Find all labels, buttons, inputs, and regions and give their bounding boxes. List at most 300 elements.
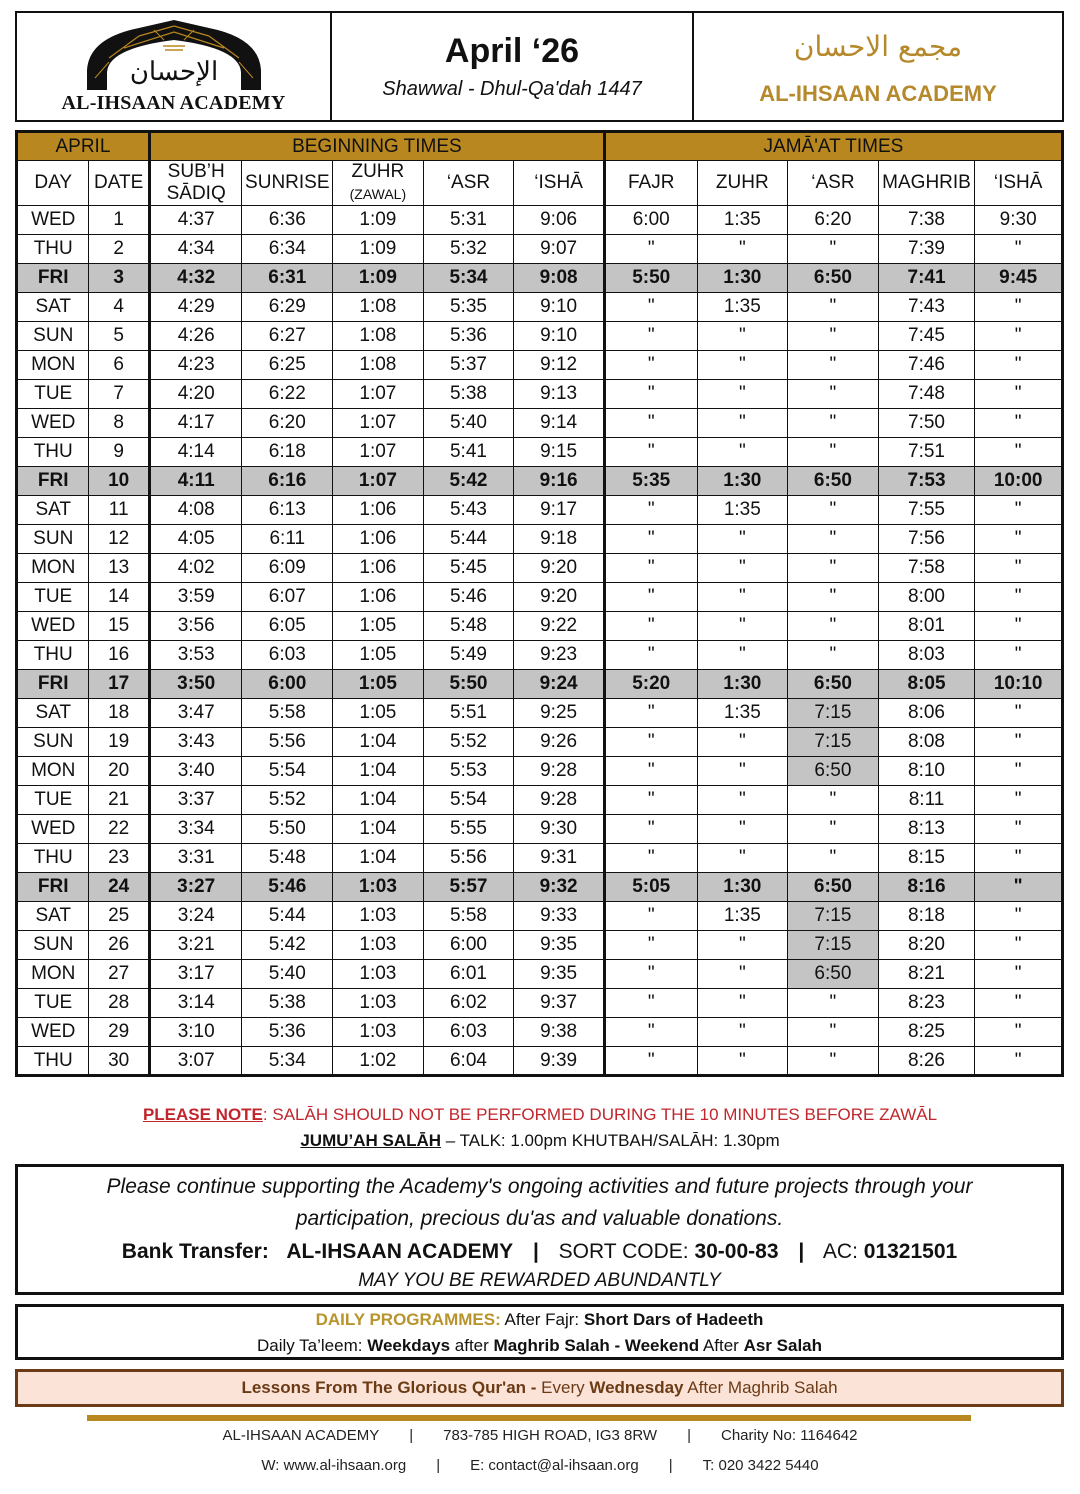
cell-j-maghrib: 7:39 (878, 235, 975, 264)
cell-subh: 3:07 (149, 1047, 242, 1076)
cell-j-fajr: " (604, 902, 697, 931)
cell-j-zuhr: " (697, 438, 788, 467)
cell-day: MON (17, 554, 89, 583)
cell-day: WED (17, 1018, 89, 1047)
cell-asr: 6:02 (423, 989, 514, 1018)
cell-j-fajr: " (604, 612, 697, 641)
cell-asr: 6:01 (423, 960, 514, 989)
cell-j-maghrib: 8:23 (878, 989, 975, 1018)
cell-j-fajr: " (604, 380, 697, 409)
please-note-text: : SALĀH SHOULD NOT BE PERFORMED DURING THE 10 MINUTES BEFORE ZAWĀL (262, 1105, 938, 1124)
table-row (17, 757, 1063, 786)
cell-j-asr: 6:50 (788, 264, 879, 293)
cell-zuhr: 1:03 (333, 960, 424, 989)
cell-j-zuhr: 1:35 (697, 293, 788, 322)
cell-j-fajr: 5:50 (604, 264, 697, 293)
jumuah-note (0, 1131, 1080, 1151)
cell-j-isha: " (975, 525, 1063, 554)
cell-isha: 9:06 (514, 206, 605, 235)
cell-j-isha: " (975, 815, 1063, 844)
cell-j-asr: 6:50 (788, 757, 879, 786)
donation-box (15, 1164, 1064, 1295)
cell-j-fajr: " (604, 525, 697, 554)
cell-j-isha: " (975, 757, 1063, 786)
cell-isha: 9:30 (514, 815, 605, 844)
cell-j-maghrib: 7:56 (878, 525, 975, 554)
cell-zuhr: 1:06 (333, 525, 424, 554)
cell-asr: 5:46 (423, 583, 514, 612)
timetable-body (17, 206, 1063, 1076)
cell-zuhr: 1:08 (333, 322, 424, 351)
cell-sunrise: 5:42 (242, 931, 333, 960)
cell-day: MON (17, 960, 89, 989)
cell-subh: 3:31 (149, 844, 242, 873)
cell-zuhr: 1:09 (333, 264, 424, 293)
cell-j-fajr: " (604, 554, 697, 583)
cell-isha: 9:28 (514, 786, 605, 815)
cell-j-fajr: " (604, 438, 697, 467)
table-row (17, 815, 1063, 844)
bank-details: Bank Transfer: AL-IHSAAN ACADEMY | SORT CODE: 30-00-83 | AC: 01321501 (121, 1240, 958, 1263)
bank-transfer-label: Bank Transfer: (121, 1240, 269, 1263)
cell-asr: 5:34 (423, 264, 514, 293)
cell-j-maghrib: 7:58 (878, 554, 975, 583)
brand-name: AL-IHSAAN ACADEMY (759, 80, 997, 106)
cell-j-zuhr: 1:35 (697, 206, 788, 235)
cell-j-zuhr: " (697, 380, 788, 409)
cell-j-asr: " (788, 612, 879, 641)
cell-asr: 6:04 (423, 1047, 514, 1076)
cell-j-fajr: 6:00 (604, 206, 697, 235)
cell-zuhr: 1:09 (333, 235, 424, 264)
cell-isha: 9:12 (514, 351, 605, 380)
prayer-timetable (15, 130, 1064, 1077)
footer-email-link[interactable]: E: contact@al-ihsaan.org (470, 1457, 639, 1474)
cell-date: 21 (89, 786, 149, 815)
cell-asr: 6:00 (423, 931, 514, 960)
cell-j-fajr: " (604, 293, 697, 322)
cell-j-isha: " (975, 612, 1063, 641)
cell-j-isha: " (975, 699, 1063, 728)
beginning-times-header: BEGINNING TIMES (149, 132, 604, 161)
table-row (17, 902, 1063, 931)
cell-j-zuhr: " (697, 931, 788, 960)
cell-asr: 5:56 (423, 844, 514, 873)
cell-isha: 9:23 (514, 641, 605, 670)
cell-j-maghrib: 8:08 (878, 728, 975, 757)
cell-day: FRI (17, 873, 89, 902)
cell-asr: 5:37 (423, 351, 514, 380)
cell-j-asr: 7:15 (788, 931, 879, 960)
col-jamaat-asr: ‘ASR (788, 161, 879, 206)
cell-sunrise: 5:58 (242, 699, 333, 728)
cell-j-isha: " (975, 641, 1063, 670)
arabic-name: مجمع الاحسان (793, 29, 963, 63)
cell-j-asr: 6:50 (788, 670, 879, 699)
cell-j-asr: " (788, 235, 879, 264)
cell-j-maghrib: 7:50 (878, 409, 975, 438)
jamaat-times-header: JAMĀ'AT TIMES (604, 132, 1062, 161)
cell-j-isha: " (975, 728, 1063, 757)
cell-isha: 9:17 (514, 496, 605, 525)
cell-date: 20 (89, 757, 149, 786)
logo-text: AL-IHSAAN ACADEMY (61, 92, 286, 114)
cell-j-asr: " (788, 786, 879, 815)
cell-subh: 4:26 (149, 322, 242, 351)
cell-zuhr: 1:03 (333, 931, 424, 960)
cell-asr: 5:42 (423, 467, 514, 496)
cell-sunrise: 6:16 (242, 467, 333, 496)
cell-day: SUN (17, 322, 89, 351)
cell-day: TUE (17, 786, 89, 815)
footer-org: AL-IHSAAN ACADEMY (222, 1427, 380, 1444)
cell-j-isha: " (975, 438, 1063, 467)
cell-date: 8 (89, 409, 149, 438)
cell-j-asr: " (788, 438, 879, 467)
cell-sunrise: 5:48 (242, 844, 333, 873)
cell-j-maghrib: 8:15 (878, 844, 975, 873)
cell-isha: 9:39 (514, 1047, 605, 1076)
cell-isha: 9:20 (514, 583, 605, 612)
cell-j-maghrib: 7:55 (878, 496, 975, 525)
cell-subh: 4:37 (149, 206, 242, 235)
cell-j-zuhr: " (697, 1018, 788, 1047)
cell-j-fajr: " (604, 699, 697, 728)
cell-j-fajr: " (604, 1047, 697, 1076)
cell-j-asr: " (788, 322, 879, 351)
cell-sunrise: 6:03 (242, 641, 333, 670)
cell-isha: 9:38 (514, 1018, 605, 1047)
cell-j-isha: 9:45 (975, 264, 1063, 293)
cell-sunrise: 5:38 (242, 989, 333, 1018)
cell-zuhr: 1:03 (333, 873, 424, 902)
cell-day: SUN (17, 728, 89, 757)
cell-day: MON (17, 351, 89, 380)
cell-j-zuhr: " (697, 844, 788, 873)
cell-zuhr: 1:03 (333, 902, 424, 931)
cell-sunrise: 6:31 (242, 264, 333, 293)
table-row (17, 844, 1063, 873)
cell-j-isha: " (975, 1047, 1063, 1076)
sort-code-label: SORT CODE: (558, 1240, 695, 1263)
cell-date: 25 (89, 902, 149, 931)
cell-j-zuhr: " (697, 641, 788, 670)
cell-date: 1 (89, 206, 149, 235)
cell-j-asr: 6:50 (788, 960, 879, 989)
cell-subh: 3:50 (149, 670, 242, 699)
cell-j-asr: " (788, 525, 879, 554)
cell-date: 28 (89, 989, 149, 1018)
table-row (17, 206, 1063, 235)
table-row (17, 554, 1063, 583)
cell-j-asr: " (788, 380, 879, 409)
table-row (17, 525, 1063, 554)
cell-sunrise: 5:36 (242, 1018, 333, 1047)
cell-zuhr: 1:06 (333, 583, 424, 612)
cell-date: 12 (89, 525, 149, 554)
cell-j-isha: " (975, 380, 1063, 409)
cell-j-fajr: " (604, 757, 697, 786)
cell-zuhr: 1:08 (333, 293, 424, 322)
cell-j-zuhr: 1:30 (697, 670, 788, 699)
cell-j-maghrib: 7:38 (878, 206, 975, 235)
cell-j-zuhr: " (697, 960, 788, 989)
cell-j-isha: " (975, 351, 1063, 380)
cell-zuhr: 1:04 (333, 815, 424, 844)
cell-j-maghrib: 7:48 (878, 380, 975, 409)
table-row (17, 641, 1063, 670)
cell-day: THU (17, 1047, 89, 1076)
cell-sunrise: 6:20 (242, 409, 333, 438)
col-sunrise: SUNRISE (242, 161, 333, 206)
col-jamaat-fajr: FAJR (604, 161, 697, 206)
table-row (17, 670, 1063, 699)
cell-j-isha: " (975, 322, 1063, 351)
cell-subh: 3:24 (149, 902, 242, 931)
cell-j-asr: " (788, 989, 879, 1018)
footer-phone: T: 020 3422 5440 (702, 1457, 819, 1474)
table-row (17, 438, 1063, 467)
cell-j-maghrib: 8:21 (878, 960, 975, 989)
table-row (17, 409, 1063, 438)
cell-asr: 5:53 (423, 757, 514, 786)
cell-day: SAT (17, 902, 89, 931)
cell-day: WED (17, 815, 89, 844)
footer-divider (87, 1415, 971, 1421)
cell-isha: 9:20 (514, 554, 605, 583)
daily-programmes-label: DAILY PROGRAMMES: (315, 1310, 501, 1329)
cell-j-zuhr: 1:30 (697, 467, 788, 496)
cell-subh: 4:29 (149, 293, 242, 322)
cell-j-zuhr: " (697, 351, 788, 380)
cell-day: SUN (17, 525, 89, 554)
table-row (17, 931, 1063, 960)
cell-subh: 3:40 (149, 757, 242, 786)
cell-asr: 5:52 (423, 728, 514, 757)
reward-message: MAY YOU BE REWARDED ABUNDANTLY (358, 1270, 721, 1291)
cell-isha: 9:26 (514, 728, 605, 757)
cell-j-isha: " (975, 496, 1063, 525)
cell-subh: 3:47 (149, 699, 242, 728)
cell-j-maghrib: 8:11 (878, 786, 975, 815)
cell-day: TUE (17, 989, 89, 1018)
sort-code: 30-00-83 (694, 1240, 779, 1263)
table-row (17, 612, 1063, 641)
cell-j-fajr: " (604, 583, 697, 612)
cell-j-fajr: " (604, 728, 697, 757)
column-header-row (17, 161, 1063, 206)
page-header (15, 11, 1064, 122)
cell-zuhr: 1:05 (333, 699, 424, 728)
cell-sunrise: 6:09 (242, 554, 333, 583)
cell-isha: 9:22 (514, 612, 605, 641)
cell-day: SAT (17, 496, 89, 525)
cell-date: 5 (89, 322, 149, 351)
cell-j-fajr: 5:35 (604, 467, 697, 496)
cell-asr: 5:50 (423, 670, 514, 699)
cell-sunrise: 6:07 (242, 583, 333, 612)
cell-j-maghrib: 7:41 (878, 264, 975, 293)
cell-asr: 5:49 (423, 641, 514, 670)
cell-date: 11 (89, 496, 149, 525)
brand-block (694, 13, 1062, 120)
cell-j-isha: 10:10 (975, 670, 1063, 699)
cell-sunrise: 6:36 (242, 206, 333, 235)
cell-date: 24 (89, 873, 149, 902)
cell-j-isha: " (975, 902, 1063, 931)
account-label: AC: (822, 1240, 864, 1263)
cell-j-asr: " (788, 641, 879, 670)
cell-j-maghrib: 8:01 (878, 612, 975, 641)
cell-j-isha: " (975, 931, 1063, 960)
cell-subh: 4:14 (149, 438, 242, 467)
jumuah-label: JUMU’AH SALĀH (300, 1131, 442, 1150)
cell-asr: 5:51 (423, 699, 514, 728)
cell-j-zuhr: " (697, 728, 788, 757)
cell-j-asr: " (788, 815, 879, 844)
cell-sunrise: 5:56 (242, 728, 333, 757)
cell-date: 30 (89, 1047, 149, 1076)
table-row (17, 264, 1063, 293)
cell-zuhr: 1:05 (333, 641, 424, 670)
cell-j-maghrib: 8:26 (878, 1047, 975, 1076)
month-header: APRIL (17, 132, 150, 161)
cell-j-isha: " (975, 844, 1063, 873)
cell-sunrise: 6:22 (242, 380, 333, 409)
cell-date: 26 (89, 931, 149, 960)
cell-asr: 5:32 (423, 235, 514, 264)
cell-j-fajr: " (604, 322, 697, 351)
cell-j-isha: " (975, 960, 1063, 989)
cell-asr: 5:36 (423, 322, 514, 351)
cell-isha: 9:18 (514, 525, 605, 554)
footer-website-link[interactable]: W: www.al-ihsaan.org (261, 1457, 407, 1474)
cell-date: 13 (89, 554, 149, 583)
cell-j-fajr: " (604, 235, 697, 264)
cell-subh: 3:43 (149, 728, 242, 757)
cell-subh: 3:59 (149, 583, 242, 612)
cell-j-maghrib: 8:03 (878, 641, 975, 670)
cell-zuhr: 1:09 (333, 206, 424, 235)
cell-j-zuhr: " (697, 554, 788, 583)
table-row (17, 989, 1063, 1018)
cell-j-isha: " (975, 873, 1063, 902)
cell-subh: 4:23 (149, 351, 242, 380)
svg-text:الإحسان: الإحسان (129, 57, 218, 87)
cell-subh: 4:08 (149, 496, 242, 525)
table-row (17, 293, 1063, 322)
cell-j-asr: " (788, 554, 879, 583)
table-row (17, 786, 1063, 815)
footer-charity: Charity No: 1164642 (721, 1427, 858, 1444)
cell-j-isha: 9:30 (975, 206, 1063, 235)
title-block (332, 13, 694, 120)
cell-isha: 9:35 (514, 931, 605, 960)
cell-j-maghrib: 7:51 (878, 438, 975, 467)
table-row (17, 322, 1063, 351)
table-row (17, 583, 1063, 612)
cell-asr: 5:38 (423, 380, 514, 409)
cell-subh: 4:34 (149, 235, 242, 264)
cell-isha: 9:16 (514, 467, 605, 496)
account-number: 01321501 (863, 1240, 958, 1263)
cell-j-asr: " (788, 1047, 879, 1076)
cell-j-zuhr: " (697, 786, 788, 815)
page-title: April ‘26 (444, 32, 580, 70)
cell-zuhr: 1:06 (333, 554, 424, 583)
cell-asr: 5:31 (423, 206, 514, 235)
cell-j-isha: " (975, 583, 1063, 612)
cell-j-zuhr: " (697, 525, 788, 554)
col-isha: ‘ISHĀ (514, 161, 605, 206)
cell-sunrise: 5:40 (242, 960, 333, 989)
cell-j-fajr: " (604, 815, 697, 844)
cell-j-asr: 6:20 (788, 206, 879, 235)
cell-sunrise: 6:13 (242, 496, 333, 525)
cell-zuhr: 1:06 (333, 496, 424, 525)
col-jamaat-maghrib: MAGHRIB (878, 161, 975, 206)
footer-line-1: AL-IHSAAN ACADEMY | 783-785 HIGH ROAD, IG3 8RW | Charity No: 1164642 (222, 1427, 858, 1444)
cell-j-asr: 7:15 (788, 728, 879, 757)
cell-zuhr: 1:04 (333, 757, 424, 786)
cell-asr: 5:40 (423, 409, 514, 438)
cell-date: 6 (89, 351, 149, 380)
cell-sunrise: 6:05 (242, 612, 333, 641)
cell-isha: 9:10 (514, 293, 605, 322)
col-zuhr-zawal: ZUHR (ZAWAL) (333, 161, 424, 206)
cell-sunrise: 5:54 (242, 757, 333, 786)
table-row (17, 351, 1063, 380)
cell-j-isha: " (975, 554, 1063, 583)
cell-j-asr: " (788, 293, 879, 322)
cell-day: WED (17, 409, 89, 438)
cell-zuhr: 1:08 (333, 351, 424, 380)
cell-sunrise: 6:27 (242, 322, 333, 351)
cell-j-maghrib: 8:13 (878, 815, 975, 844)
cell-day: SUN (17, 931, 89, 960)
cell-j-fajr: 5:20 (604, 670, 697, 699)
cell-j-asr: 6:50 (788, 873, 879, 902)
cell-date: 14 (89, 583, 149, 612)
cell-day: THU (17, 438, 89, 467)
table-row (17, 1018, 1063, 1047)
cell-subh: 3:21 (149, 931, 242, 960)
cell-subh: 3:14 (149, 989, 242, 1018)
cell-isha: 9:25 (514, 699, 605, 728)
cell-j-asr: " (788, 496, 879, 525)
cell-j-zuhr: " (697, 989, 788, 1018)
cell-j-maghrib: 8:16 (878, 873, 975, 902)
cell-j-isha: " (975, 786, 1063, 815)
cell-isha: 9:10 (514, 322, 605, 351)
cell-j-fajr: " (604, 496, 697, 525)
bank-account-name: AL-IHSAAN ACADEMY (286, 1240, 514, 1263)
cell-day: SAT (17, 699, 89, 728)
table-row (17, 728, 1063, 757)
cell-subh: 4:11 (149, 467, 242, 496)
cell-sunrise: 5:44 (242, 902, 333, 931)
cell-j-zuhr: 1:35 (697, 496, 788, 525)
lessons-title: Lessons From The Glorious Qur'an - (241, 1378, 537, 1397)
table-row (17, 699, 1063, 728)
cell-subh: 3:37 (149, 786, 242, 815)
cell-date: 7 (89, 380, 149, 409)
cell-j-fajr: " (604, 931, 697, 960)
cell-day: THU (17, 844, 89, 873)
cell-sunrise: 5:34 (242, 1047, 333, 1076)
cell-j-asr: " (788, 844, 879, 873)
cell-j-fajr: " (604, 641, 697, 670)
